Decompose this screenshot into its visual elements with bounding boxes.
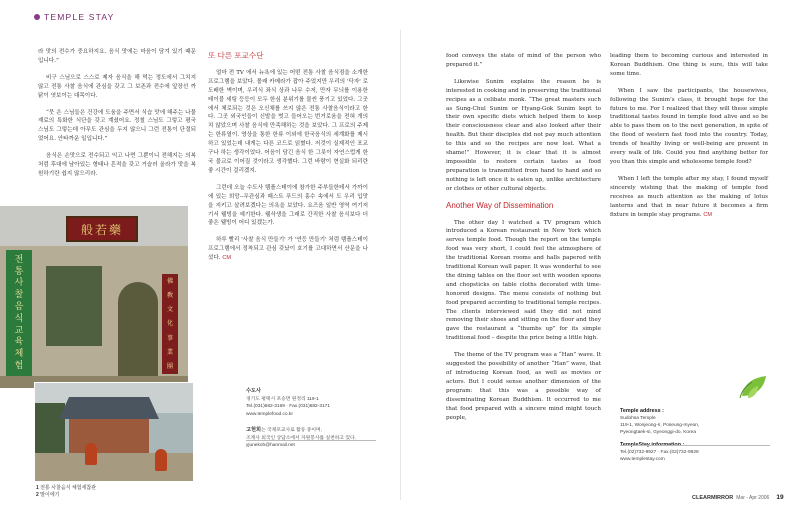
paragraph: Likewise Sunim explains the reason he is interested in cooking and in preserving the traditional recipes as a celibate monk. “The great masters such as Sung-Chul Sunim or Hyang-Gok Sunim kept to their own specific diets which helped them to keep their consciousness clear and also looked after their health. But their disciples did not pay much attention to this and so the recipes are now lost. What a shame!” However, it is clear that it is almost impossible to restore certain tastes as food preparation is transmitted from hand to hand and so nothing is left once it is eaten up, unlike architecture or clothes or other cultural objects. xyxy=(446,78,601,192)
bullet-dot-icon xyxy=(34,14,40,20)
banner-character: 음 xyxy=(14,302,24,313)
issue-date: Mar - Apr 2006 xyxy=(736,495,770,501)
green-banner xyxy=(6,250,32,376)
banner-character: 業 xyxy=(166,349,173,357)
english-info-block xyxy=(620,408,770,469)
red-banner xyxy=(162,274,178,374)
english-column-2 xyxy=(610,52,768,227)
monk-figure xyxy=(155,449,167,471)
magazine-name: CLEARMIRROR xyxy=(692,495,734,501)
monk-figure xyxy=(85,443,97,465)
section-title: Another Way of Dissemination xyxy=(446,200,554,210)
page-number: 19 xyxy=(776,494,784,501)
korean-column-2 xyxy=(208,52,368,271)
temple-address-ko: 수도사 경기도 평택시 포승면 원정리 119-1 Tel.(031)682-3169 · Fax.(031)682-3171 www.templefood.co.kr xyxy=(246,388,376,418)
gutter-divider xyxy=(400,30,401,500)
paragraph: When I left the temple after my stay, I found myself sincerely wishing that the making of temple food receives as much attention as the making of lotus lanterns and that in near future it becomes a firm fixture in temple stay programs. CM xyxy=(610,175,768,218)
banner-character: 전 xyxy=(14,254,24,265)
temple-courtyard-photo xyxy=(34,382,194,482)
paragraph: 비구 스님으로 스스로 제자 음식을 해 먹는 정도에서 그치지 않고 전통 사찰 음식에 관심을 갖고 그 보존과 전수에 앞장선 까닭이 엿보이는 대목이다. xyxy=(38,74,196,99)
section-header-label: TEMPLE STAY xyxy=(44,12,115,22)
banner-character: 험 xyxy=(14,361,24,372)
paragraph: 음식은 손맛으로 전수되고 익고 나면 그뿐이니 전해지는 의복처럼 후대에 남아있는 형태나 흔적을 갖고 거슬러 올라가 맛을 복원하기란 쉽지 않으리라. xyxy=(38,153,196,177)
temple-food-hall-photo xyxy=(0,206,188,388)
banner-character: 文 xyxy=(166,306,173,314)
paragraph: The other day I watched a TV program which introduced a Korean restaurant in New York which serves temple food. Though the report on the temple food was very short, I could feel the atmosphere of the traditional Korean rooms and halls papered with traditional Korean wall paper. It was wonderful to see the dining tables on the floor set with wooden spoons and chopsticks on table cloths decorated with time-honored designs. The menu consists of nothing but food prepared according to traditional temple recipes. The clients interviewed said they did not mind removing their shoes and sitting on the floor and they gave the restaurant a “thumbs up” for its simple traditional food – despite the price being a little high. xyxy=(446,219,601,342)
banner-character: 佛 xyxy=(166,277,173,285)
temple-address-en: Temple address : Sudohsa Temple 119-1, Wonjeong-ri, Poseung-myeon, Pyeongtaek-si, Gyeonggi-do, Korea xyxy=(620,408,700,435)
page-footer xyxy=(692,494,784,501)
caption-item: 2 말이에기 xyxy=(36,492,60,498)
photo-captions xyxy=(36,485,96,499)
paragraph: food conveys the state of mind of the person who prepared it.” xyxy=(446,53,601,68)
paragraph: The theme of the TV program was a “Han” wave. It suggested the possibility of another “Han” wave, that of introducing Korean food, as well as movies or actors. But I could sense another dimension of the program: that this was a possible way of disseminating Korean Buddhism. It occurred to me that food prepared with a sincere mind might touch people, xyxy=(446,352,601,421)
website-link[interactable]: www.templefood.co.kr xyxy=(246,411,293,417)
paragraph: 라 맛의 전수가 중요하지요. 음식 맛에는 마음이 담겨 있기 때문입니다.” xyxy=(38,49,196,64)
temple-roof xyxy=(59,397,159,419)
banner-character: 교 xyxy=(14,325,24,336)
english-column-1 xyxy=(446,52,601,430)
paragraph: “뭇 은 스님들은 건강에 도움을 주면서 식습 맛에 해주는 나물재료의 특화한 식단을 갖고 계셨어요. 정철 스님도 그렇고 평국 스님도 그렇는데 아무도 관심을 두지 않으니 그런 전통이 단절되었어요. 안타까운 일입니다.” xyxy=(38,109,196,143)
end-mark: CM xyxy=(222,255,232,262)
section-title: 또 다른 포교수단 xyxy=(208,51,264,60)
divider xyxy=(246,440,376,441)
end-mark: CM xyxy=(703,211,713,218)
website-link[interactable]: www.templestay.com xyxy=(620,457,665,462)
leaf-icon xyxy=(738,374,768,400)
korean-column-1 xyxy=(38,48,196,187)
paragraph: 하루 빨리 '사찰 음식 만들기' 가 '연등 만들기' 처럼 템플스테이 프로그램에서 정착되고 관심 갖났이 호기를 고대하면서 산문을 나섰다. CM xyxy=(208,237,368,262)
paragraph: leading them to becoming curious and interested in Korean Buddhism. One thing is sure, this will take some time. xyxy=(610,53,768,77)
hanging-signboard xyxy=(66,216,138,242)
templestay-info: Tel.(02)732-9927 · Fax.(02)732-9928 www.templestay.com xyxy=(620,442,770,463)
banner-character: 化 xyxy=(166,320,173,328)
paragraph: 그런데 오늘 수도사 템플스테이에 참가한 주부들한테서 가까이에 있는 희망--무관심과 패스트 푸드의 홍수 속에서 도 우리 입맛을 지키고 살려보겠다는 의욕을 보았다. 요즈음 일반 영역 여기저기서 웰빙을 예기한다. 웰삭생을 그래로 간직한 사찰 음식보다 더 좋은 웰빙이 어디 있겠는가. xyxy=(208,184,368,227)
paragraph: When I saw the participants, the housewives, following the Sunim’s class, it brought hope for the future to me. For I realized that they will these simple traditional tastes found in temple food alive and so be able to pass them on to the next generation, in spite of the flood of western fast food into the country. Today, trends of healthy living or well-being are present in every walk of life. Could you find anything better for you than this simple and wholesome temple food? xyxy=(610,87,768,165)
banner-character: 團 xyxy=(166,363,173,371)
doorway xyxy=(46,266,102,346)
banner-character: 통 xyxy=(14,266,24,277)
banner-character: 事 xyxy=(166,334,173,342)
paragraph: 얼마 전 TV 에서 뉴욕에 있는 어떤 전통 사찰 음식점을 소개한 프로그램을 보았다. 몰래 카메라가 잡아 주었지만 우리의 '닥자' 로 도배한 벽이며, 우리식 좌식 상과 나무 수저, 만자 무늬를 이용한 테이블 세팅 등등이 모두 한심 분위기를 물씬 풍기고 있었다. 그곳에서 체로되는 것은 오신채를 쓰지 않은 전통 사찰음식이라고 한다. 그곳 외국인들이 신발을 벗고 들어오는 번거로움을 전혀 개의치 않았으며 사찰 음식에 만족해하는 것을 보았다. 그 프로의 주제는 한류열이. 영상을 통한 한류 이외에 한국음식의 세계화를 제시하고 있었는데 내게는 다른 코드로 읽혔다. 저것이 실제적인 포교구나 하는 생각이었다. 어음이 담긴 음식 한 그릇이 자연스럽게 한국 불교로 이어질 것이라고 생각했다. 그런 바람이 현실화 되리란 좋 시간이 걸리겠지. xyxy=(208,69,368,174)
banner-character: 사 xyxy=(14,278,24,289)
korean-info-block xyxy=(246,388,376,459)
divider xyxy=(620,445,770,446)
banner-character: 敎 xyxy=(166,291,173,299)
banner-character: 체 xyxy=(14,349,24,360)
banner-character: 육 xyxy=(14,337,24,348)
section-header xyxy=(34,12,115,22)
banner-character: 찰 xyxy=(14,290,24,301)
tree xyxy=(118,282,158,388)
email-link[interactable]: yjunekoh@hanmail.net xyxy=(246,443,295,448)
writer-bio: 고현희는 국제포교사로 활동 중이며, 조계사 외국인 상담소에서 자원봉사를 실천하고 있다. yjunekoh@hanmail.net xyxy=(246,427,376,450)
signboard-text: 般若藥 xyxy=(80,222,123,237)
caption-item: 1 전통 사찰음식 체험세찮관 xyxy=(36,485,97,491)
banner-character: 식 xyxy=(14,313,24,324)
temple-hall xyxy=(69,419,149,453)
